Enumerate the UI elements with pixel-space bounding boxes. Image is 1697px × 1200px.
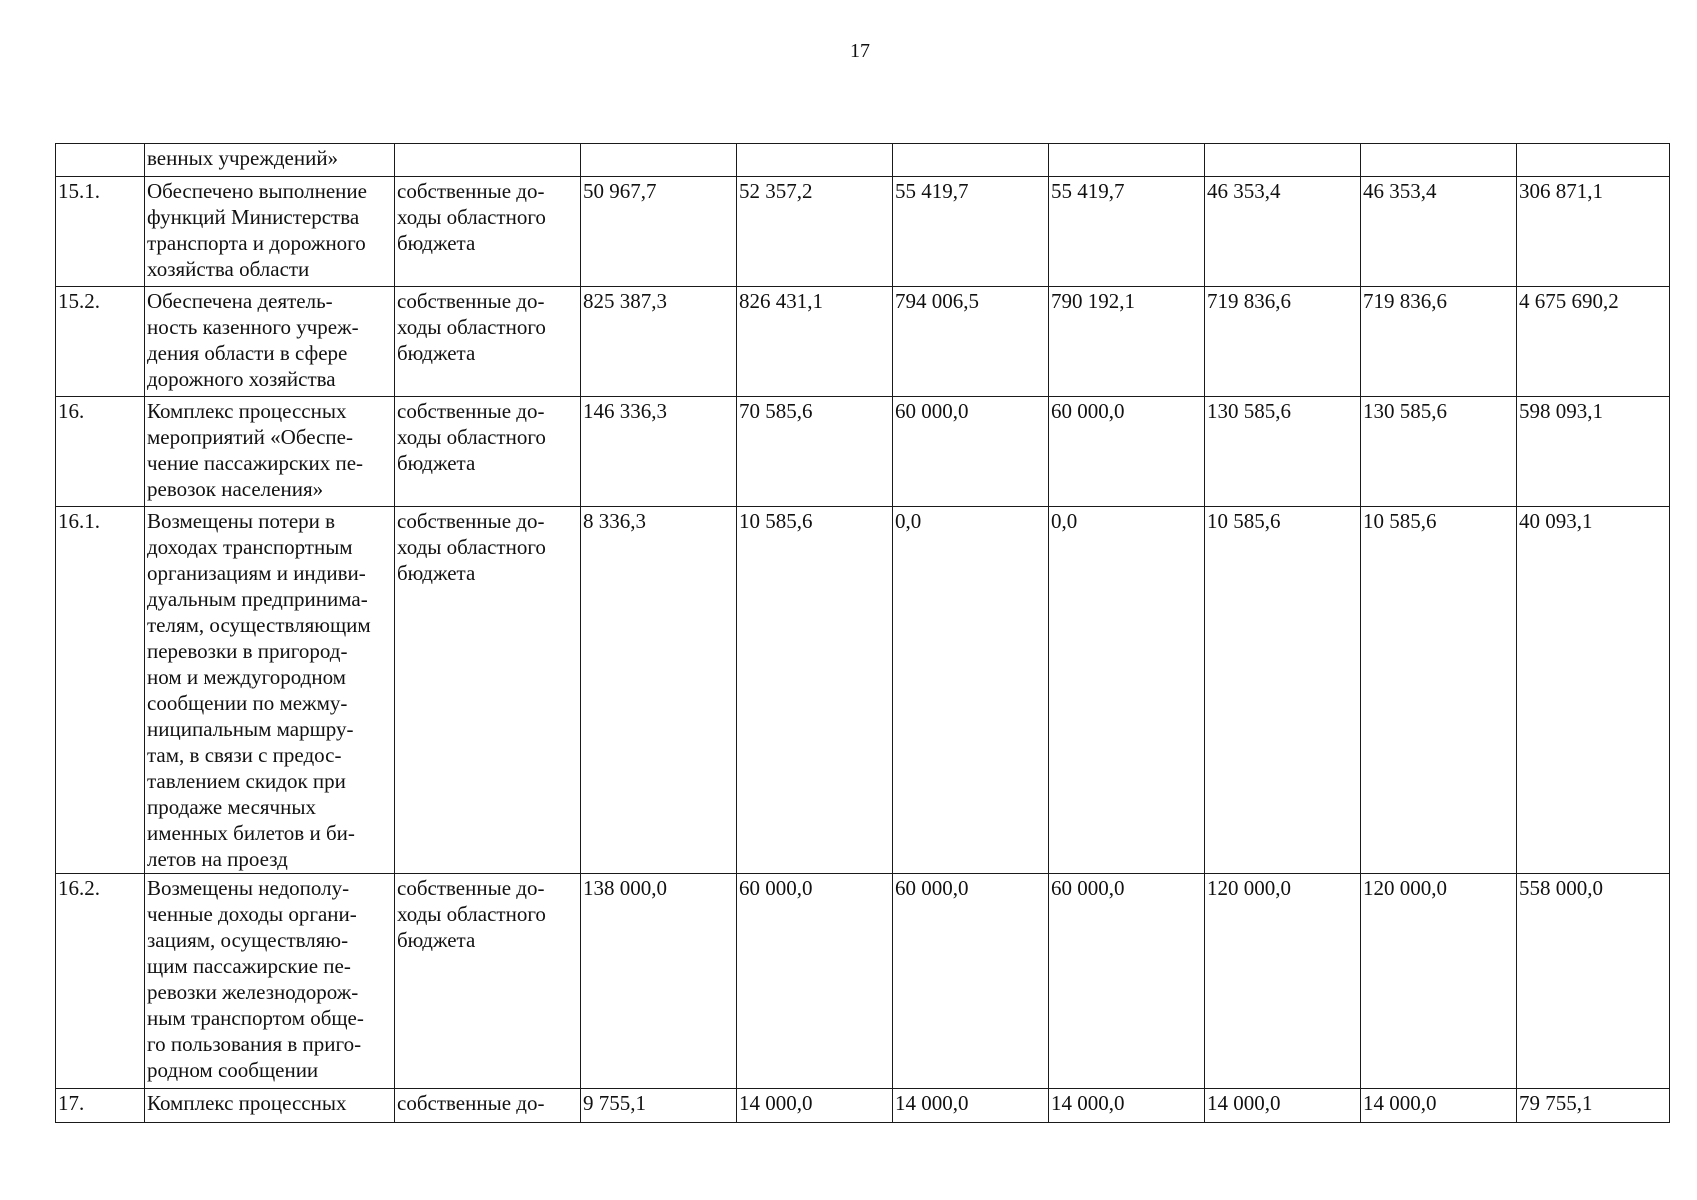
value-cell: 130 585,6 bbox=[1361, 397, 1517, 507]
funding-source: собственные до- ходы областного бюджета bbox=[395, 507, 581, 874]
value-cell: 46 353,4 bbox=[1205, 177, 1361, 287]
total-cell bbox=[1517, 144, 1670, 177]
event-name: венных учреждений» bbox=[145, 144, 395, 177]
value-cell: 719 836,6 bbox=[1205, 287, 1361, 397]
table-row bbox=[56, 874, 1670, 1089]
value-cell: 70 585,6 bbox=[737, 397, 893, 507]
event-name: Обеспечена деятель- ность казенного учреж- дения области в сфере дорожного хозяйства bbox=[145, 287, 395, 397]
value-cell: 10 585,6 bbox=[1205, 507, 1361, 874]
value-cell: 120 000,0 bbox=[1361, 874, 1517, 1089]
funding-source bbox=[395, 144, 581, 177]
value-cell: 14 000,0 bbox=[1049, 1089, 1205, 1123]
value-cell: 52 357,2 bbox=[737, 177, 893, 287]
value-cell bbox=[1361, 144, 1517, 177]
value-cell: 14 000,0 bbox=[1205, 1089, 1361, 1123]
value-cell: 8 336,3 bbox=[581, 507, 737, 874]
value-cell: 14 000,0 bbox=[737, 1089, 893, 1123]
value-cell: 826 431,1 bbox=[737, 287, 893, 397]
funding-source: собственные до- ходы областного бюджета bbox=[395, 287, 581, 397]
value-cell: 46 353,4 bbox=[1361, 177, 1517, 287]
value-cell bbox=[581, 144, 737, 177]
value-cell: 146 336,3 bbox=[581, 397, 737, 507]
event-name: Возмещены недополу- ченные доходы органи- зациям, осуществляю- щим пассажирские пе- ревозки железнодорож- ным транспортом обще- го пользования в приго- родном сообщении bbox=[145, 874, 395, 1089]
row-number: 15.1. bbox=[56, 177, 145, 287]
value-cell: 10 585,6 bbox=[1361, 507, 1517, 874]
row-number: 16. bbox=[56, 397, 145, 507]
value-cell: 825 387,3 bbox=[581, 287, 737, 397]
funding-source: собственные до- bbox=[395, 1089, 581, 1123]
row-number: 16.1. bbox=[56, 507, 145, 874]
value-cell bbox=[1205, 144, 1361, 177]
funding-source: собственные до- ходы областного бюджета bbox=[395, 874, 581, 1089]
value-cell: 0,0 bbox=[893, 507, 1049, 874]
value-cell: 50 967,7 bbox=[581, 177, 737, 287]
value-cell: 130 585,6 bbox=[1205, 397, 1361, 507]
row-number: 17. bbox=[56, 1089, 145, 1123]
total-cell: 306 871,1 bbox=[1517, 177, 1670, 287]
table-row bbox=[56, 287, 1670, 397]
table-row bbox=[56, 507, 1670, 874]
event-name: Комплекс процессных мероприятий «Обеспе- чение пассажирских пе- ревозок населения» bbox=[145, 397, 395, 507]
value-cell: 55 419,7 bbox=[893, 177, 1049, 287]
value-cell: 14 000,0 bbox=[1361, 1089, 1517, 1123]
value-cell: 60 000,0 bbox=[1049, 397, 1205, 507]
value-cell: 60 000,0 bbox=[893, 874, 1049, 1089]
value-cell bbox=[737, 144, 893, 177]
table-row bbox=[56, 1089, 1670, 1123]
total-cell: 40 093,1 bbox=[1517, 507, 1670, 874]
value-cell: 794 006,5 bbox=[893, 287, 1049, 397]
value-cell: 0,0 bbox=[1049, 507, 1205, 874]
total-cell: 79 755,1 bbox=[1517, 1089, 1670, 1123]
event-name: Возмещены потери в доходах транспортным организациям и индиви- дуальным предпринима- телям, осуществляющим перевозки в пригород- ном и междугородном сообщении по межму- ниципальным маршру- там, в связи с предос- тавлением скидок при продаже месячных именных билетов и би- летов на проезд bbox=[145, 507, 395, 874]
value-cell: 10 585,6 bbox=[737, 507, 893, 874]
value-cell: 14 000,0 bbox=[893, 1089, 1049, 1123]
budget-table bbox=[55, 143, 1670, 1123]
value-cell bbox=[1049, 144, 1205, 177]
total-cell: 558 000,0 bbox=[1517, 874, 1670, 1089]
value-cell: 138 000,0 bbox=[581, 874, 737, 1089]
value-cell: 790 192,1 bbox=[1049, 287, 1205, 397]
event-name: Обеспечено выполнение функций Министерства транспорта и дорожного хозяйства области bbox=[145, 177, 395, 287]
event-name: Комплекс процессных bbox=[145, 1089, 395, 1123]
value-cell: 719 836,6 bbox=[1361, 287, 1517, 397]
table-row bbox=[56, 397, 1670, 507]
value-cell: 55 419,7 bbox=[1049, 177, 1205, 287]
funding-source: собственные до- ходы областного бюджета bbox=[395, 397, 581, 507]
value-cell: 60 000,0 bbox=[1049, 874, 1205, 1089]
total-cell: 4 675 690,2 bbox=[1517, 287, 1670, 397]
value-cell: 120 000,0 bbox=[1205, 874, 1361, 1089]
value-cell: 60 000,0 bbox=[737, 874, 893, 1089]
funding-source: собственные до- ходы областного бюджета bbox=[395, 177, 581, 287]
total-cell: 598 093,1 bbox=[1517, 397, 1670, 507]
row-number: 15.2. bbox=[56, 287, 145, 397]
value-cell: 9 755,1 bbox=[581, 1089, 737, 1123]
row-number: 16.2. bbox=[56, 874, 145, 1089]
page-number: 17 bbox=[850, 40, 870, 62]
value-cell bbox=[893, 144, 1049, 177]
row-number bbox=[56, 144, 145, 177]
value-cell: 60 000,0 bbox=[893, 397, 1049, 507]
table-row bbox=[56, 144, 1670, 177]
table-row bbox=[56, 177, 1670, 287]
